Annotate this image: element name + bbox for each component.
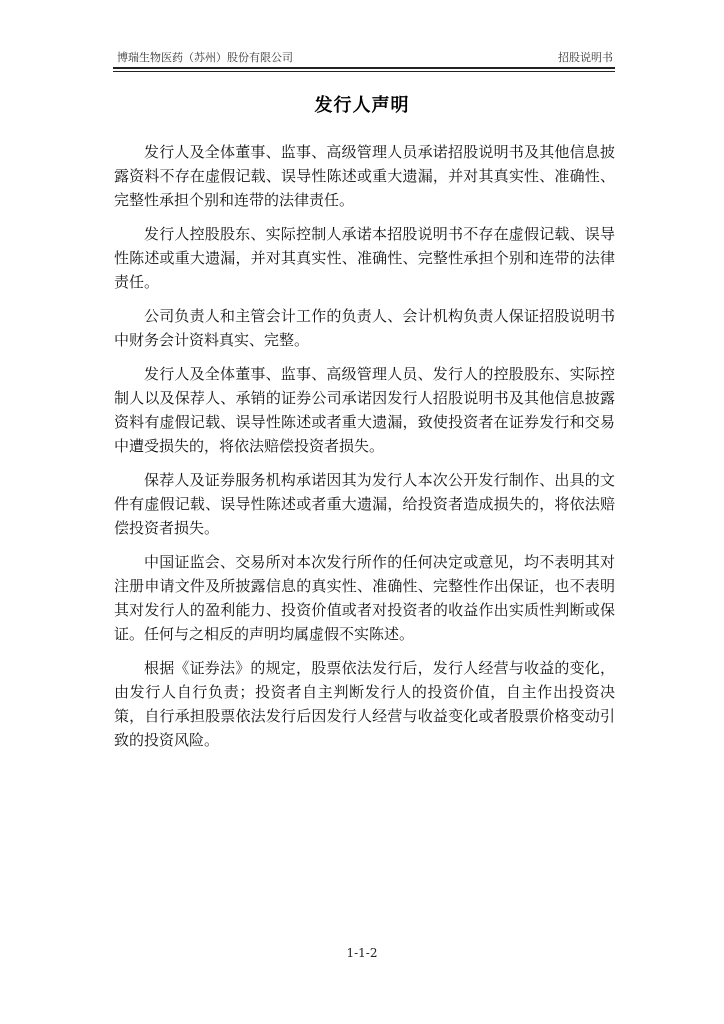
declaration-body [114, 140, 615, 762]
paragraph: 发行人及全体董事、监事、高级管理人员承诺招股说明书及其他信息披露资料不存在虚假记载、误导性陈述或重大遗漏，并对其真实性、准确性、完整性承担个别和连带的法律责任。 [114, 143, 615, 209]
header-divider-thick [113, 67, 615, 69]
page-header [113, 50, 615, 66]
header-document-type: 招股说明书 [558, 51, 613, 64]
paragraph: 公司负责人和主管会计工作的负责人、会计机构负责人保证招股说明书中财务会计资料真实、完整。 [114, 307, 615, 349]
paragraph: 发行人控股股东、实际控制人承诺本招股说明书不存在虚假记载、误导性陈述或重大遗漏，并对其真实性、准确性、完整性承担个别和连带的法律责任。 [114, 225, 615, 291]
header-company-name: 博瑞生物医药（苏州）股份有限公司 [117, 51, 293, 64]
paragraph: 中国证监会、交易所对本次发行所作的任何决定或意见，均不表明其对注册申请文件及所披露信息的真实性、准确性、完整性作出保证，也不表明其对发行人的盈利能力、投资价值或者对投资者的收益作出实质性判断或保证。任何与之相反的声明均属虚假不实陈述。 [114, 553, 615, 643]
paragraph: 根据《证券法》的规定，股票依法发行后，发行人经营与收益的变化，由发行人自行负责；投资者自主判断发行人的投资价值，自主作出投资决策，自行承担股票依法发行后因发行人经营与收益变化或者股票价格变动引致的投资风险。 [114, 659, 615, 749]
page-title: 发行人声明 [314, 95, 410, 116]
paragraph: 保荐人及证券服务机构承诺因其为发行人本次公开发行制作、出具的文件有虚假记载、误导性陈述或者重大遗漏，给投资者造成损失的，将依法赔偿投资者损失。 [114, 471, 615, 537]
header-divider-thin [113, 71, 615, 72]
paragraph: 发行人及全体董事、监事、高级管理人员、发行人的控股股东、实际控制人以及保荐人、承销的证券公司承诺因发行人招股说明书及其他信息披露资料有虚假记载、误导性陈述或者重大遗漏，致使投资者在证券发行和交易中遭受损失的，将依法赔偿投资者损失。 [114, 365, 615, 455]
page-number: 1-1-2 [346, 946, 378, 960]
